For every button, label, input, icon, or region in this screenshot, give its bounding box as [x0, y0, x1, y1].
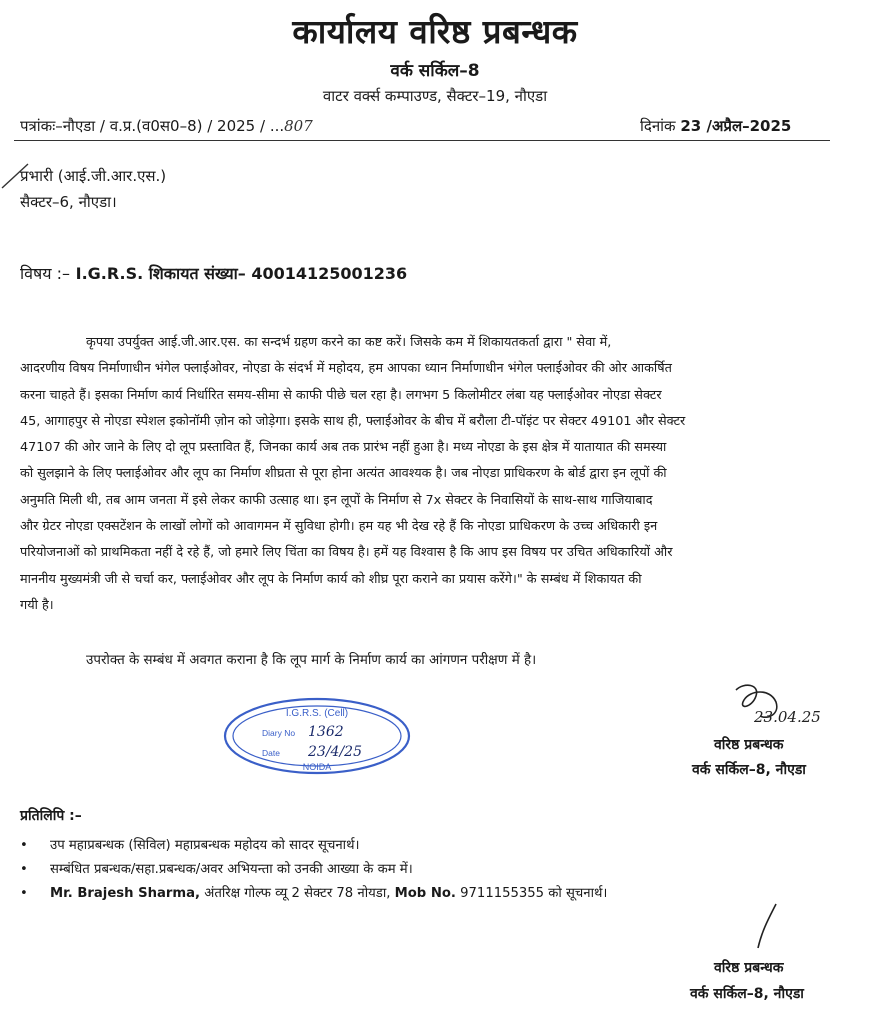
recipient-line-1: प्रभारी (आई.जी.आर.एस.)	[20, 167, 167, 185]
stamp-diary-value: 1362	[308, 724, 344, 740]
body-line: आदरणीय विषय निर्माणाधीन भंगेल फ्लाईओवर, नोएडा के संदर्भ में महोदय, हम आपका ध्यान निर्माणाधीन भंगेल फ्लाईओवर की ओर आकर्षित	[20, 361, 672, 377]
body-line: और ग्रेटर नोएडा एक्सटेंशन के लाखों लोगों को आवागमन में सुविधा होगी। हम यह भी देख रहे हैं कि नोएडा प्राधिकरण के उच्च अधिकारी इन	[20, 519, 658, 535]
copy-item-address: अंतरिक्ष गोल्फ व्यू 2 सेक्टर 78 नोयडा,	[200, 886, 395, 901]
signatory-office-bottom: वर्क सर्किल–8, नौएडा	[690, 986, 804, 1002]
list-item	[20, 858, 607, 882]
office-address: वाटर वर्क्स कम्पाउण्ड, सैक्टर–19, नौएडा	[322, 87, 548, 105]
signature-scribble	[730, 680, 840, 730]
header-divider	[14, 140, 830, 141]
recipient-line-2: सैक्टर–6, नौएडा।	[20, 193, 117, 211]
reference-number	[20, 116, 313, 136]
body-line: परियोजनाओं को प्राथमिकता नहीं दे रहे हैं, जो हमारे लिए चिंता का विषय है। हमें यह विश्वास है कि आप इस विषय पर उचित अधिकारियों और	[20, 545, 673, 561]
body-line: 45, आगाहपुर से नोएडा स्पेशल इकोनॉमी ज़ोन को जोड़ेगा। इसके साथ ही, फ्लाईओवर के बीच में बरौला टी-पॉइंट पर सेक्टर 49101 और सेक्टर	[20, 413, 686, 429]
list-item	[20, 834, 607, 858]
signature-stroke	[752, 900, 782, 952]
body-line: 47107 की ओर जाने के लिए दो लूप प्रस्तावित हैं, जिनका कार्य अब तक प्रारंभ नहीं हुआ है। मध्य नोएडा के इस क्षेत्र में यातायात की समस्या	[20, 440, 667, 456]
stamp-date-label: Date	[262, 748, 280, 758]
signatory-office: वर्क सर्किल–8, नौएडा	[692, 762, 806, 778]
subject-text: I.G.R.S. शिकायत संख्या– 40014125001236	[75, 264, 408, 283]
stamp-diary-label: Diary No	[262, 728, 296, 738]
circle-name: वर्क सर्किल–8	[390, 61, 480, 81]
status-note: उपरोक्त के सम्बंध में अवगत कराना है कि लूप मार्ग के निर्माण कार्य का आंगणन परीक्षण में है।	[86, 653, 537, 668]
reference-handwritten-number: 807	[284, 117, 313, 135]
copy-item-text: सम्बंधित प्रबन्धक/सहा.प्रबन्धक/अवर अभियन्ता को उनकी आख्या के कम में।	[50, 862, 413, 877]
signature-date: 23.04.25	[754, 708, 821, 726]
list-item	[20, 882, 607, 906]
reference-patrank: पत्रांकः–नौएडा / व.प्र.(व0स0–8) / 2025 / ...	[20, 117, 285, 135]
office-title: कार्यालय वरिष्ठ प्रबन्धक	[292, 12, 578, 51]
body-line: कृपया उपर्युक्त आई.जी.आर.एस. का सन्दर्भ ग्रहण करने का कष्ट करें। जिसके कम में शिकायतकर्ता द्वारा " सेवा में,	[86, 335, 612, 350]
igrs-stamp	[222, 696, 412, 776]
subject-label: विषय :–	[20, 264, 71, 283]
stamp-place: NOIDA	[302, 762, 332, 772]
copy-heading: प्रतिलिपि :–	[20, 808, 82, 824]
signatory-designation: वरिष्ठ प्रबन्धक	[714, 737, 784, 753]
bullet-icon: •	[20, 838, 28, 853]
body-line: गयी है।	[20, 597, 54, 613]
body-line: करना चाहते हैं। इसका निर्माण कार्य निर्धारित समय-सीमा से काफी पीछे चल रहा है। लगभग 5 किलोमीटर लंबा यह फ्लाईओवर नोएडा सेक्टर	[20, 387, 662, 403]
copy-item-mob-value: 9711155355 को सूचनार्थ।	[455, 886, 608, 901]
body-line: माननीय मुख्यमंत्री जी से चर्चा कर, फ्लाईओवर और लूप के निर्माण कार्य को शीघ्र पूरा कराने का प्रयास करेंगे।" के सम्बंध में शिकायत की	[20, 571, 642, 587]
copy-item-text: उप महाप्रबन्धक (सिविल) महाप्रबन्धक महोदय को सादर सूचनार्थ।	[50, 838, 360, 853]
letter-date	[640, 116, 791, 136]
body-line: को सुलझाने के लिए फ्लाईओवर और लूप का निर्माण शीघ्रता से पूरा होना अत्यंत आवश्यक है। जब नोएडा प्राधिकरण के बोर्ड द्वारा इन लूपों की	[20, 466, 667, 482]
body-line: अनुमति मिली थी, तब आम जनता में इसे लेकर काफी उत्साह था। इन लूपों के निर्माण से 7x सेक्टर के निवासियों के साथ-साथ गाजियाबाद	[20, 492, 653, 508]
copy-list	[20, 834, 607, 906]
bullet-icon: •	[20, 886, 28, 901]
subject-line	[20, 262, 407, 284]
date-value: 23 /अप्रैल–2025	[680, 117, 792, 135]
copy-item-mob-label: Mob No.	[394, 886, 456, 901]
signatory-designation-bottom: वरिष्ठ प्रबन्धक	[714, 960, 784, 976]
stamp-title: I.G.R.S. (Cell)	[285, 708, 349, 719]
bullet-icon: •	[20, 862, 28, 877]
letter-body	[20, 330, 838, 619]
copy-item-name: Mr. Brajesh Sharma,	[50, 886, 201, 901]
stamp-date-value: 23/4/25	[308, 744, 362, 760]
date-label: दिनांक	[640, 117, 676, 135]
